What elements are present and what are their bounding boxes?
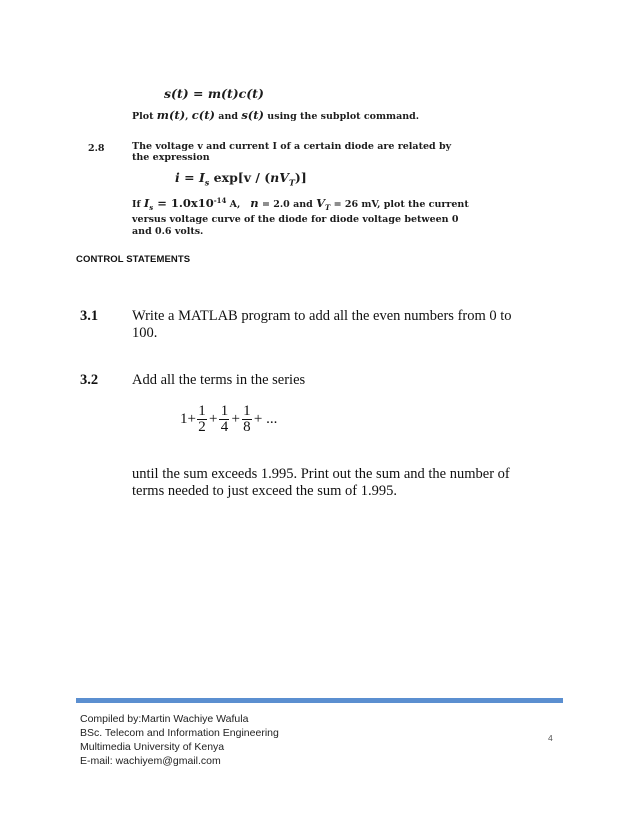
question-2-8-parameters (132, 195, 472, 238)
fraction-eighth (242, 404, 252, 435)
param-if: If (132, 199, 144, 211)
question-2-8-text: The voltage v and current I of a certain diode are related by the expression (132, 141, 452, 163)
question-number-2-8: 2.8 (88, 143, 105, 154)
eq-rest: exp[v / ( (209, 170, 271, 185)
fraction-denominator: 4 (220, 419, 229, 435)
fraction-numerator: 1 (220, 403, 229, 419)
plot-instruction (132, 110, 419, 122)
param-rest: versus voltage curve of the diode for diode voltage between 0 and 0.6 volts. (132, 214, 459, 238)
fraction-quarter (219, 404, 229, 435)
fraction-denominator: 2 (198, 419, 206, 435)
param-Is-unit: A, (226, 199, 241, 211)
footer-university: Multimedia University of Kenya (80, 741, 225, 753)
series-expression (180, 404, 278, 435)
question-number-3-2: 3.2 (80, 372, 99, 388)
param-VT: V (316, 196, 326, 211)
footer-compiled-by: Compiled by:Martin Wachiye Wafula (80, 713, 249, 725)
fraction-numerator: 1 (198, 403, 206, 419)
param-Is-exponent: -14 (213, 196, 227, 205)
plot-pre: Plot (132, 111, 157, 122)
eq-I: I (198, 170, 205, 185)
param-Is: I (143, 196, 150, 211)
eq-close: )] (294, 170, 307, 185)
plus-sign: + (208, 411, 218, 427)
param-Is-sub: s (149, 203, 154, 213)
param-VT-value: = 26 mV, plot the current (330, 199, 469, 211)
footer-credits (80, 712, 279, 768)
eq-i: i = (175, 170, 199, 185)
param-n: n (250, 196, 259, 211)
section-heading: CONTROL STATEMENTS (76, 254, 191, 265)
diode-equation (175, 170, 307, 188)
fraction-half (197, 404, 207, 435)
param-VT-sub: T (325, 203, 331, 213)
param-n-value: = 2.0 and (258, 199, 317, 211)
footer-degree: BSc. Telecom and Information Engineering (80, 727, 279, 739)
fraction-denominator: 8 (243, 419, 251, 435)
eq-nV: nV (270, 170, 289, 185)
fraction-numerator: 1 (243, 403, 251, 419)
plot-s: s(t) (241, 108, 264, 122)
eq-s-sub: s (204, 177, 210, 188)
param-Is-value: = 1.0x10 (153, 196, 214, 211)
question-3-1-text: Write a MATLAB program to add all the even numbers from 0 to 100. (132, 308, 512, 341)
equation-s-of-t: s(t) = m(t)c(t) (164, 86, 264, 101)
series-lead: 1+ (180, 411, 196, 427)
plot-post: using the subplot command. (264, 111, 420, 122)
plot-sep: , (185, 111, 192, 122)
plot-c: c(t) (191, 108, 215, 122)
eq-T-sub: T (288, 177, 295, 188)
question-3-2-text: Add all the terms in the series (132, 372, 306, 388)
footer-rule (76, 698, 563, 703)
page-number: 4 (548, 733, 553, 743)
plot-m: m(t) (156, 108, 186, 122)
footer-email: E-mail: wachiyem@gmail.com (80, 755, 221, 767)
plus-sign: + (231, 411, 240, 427)
question-number-3-1: 3.1 (80, 308, 99, 324)
question-3-2-continuation: until the sum exceeds 1.995. Print out the sum and the number of terms needed to just exceed the sum of 1.995. (132, 466, 510, 499)
series-tail: + ... (253, 411, 278, 427)
plot-and: and (215, 111, 242, 122)
